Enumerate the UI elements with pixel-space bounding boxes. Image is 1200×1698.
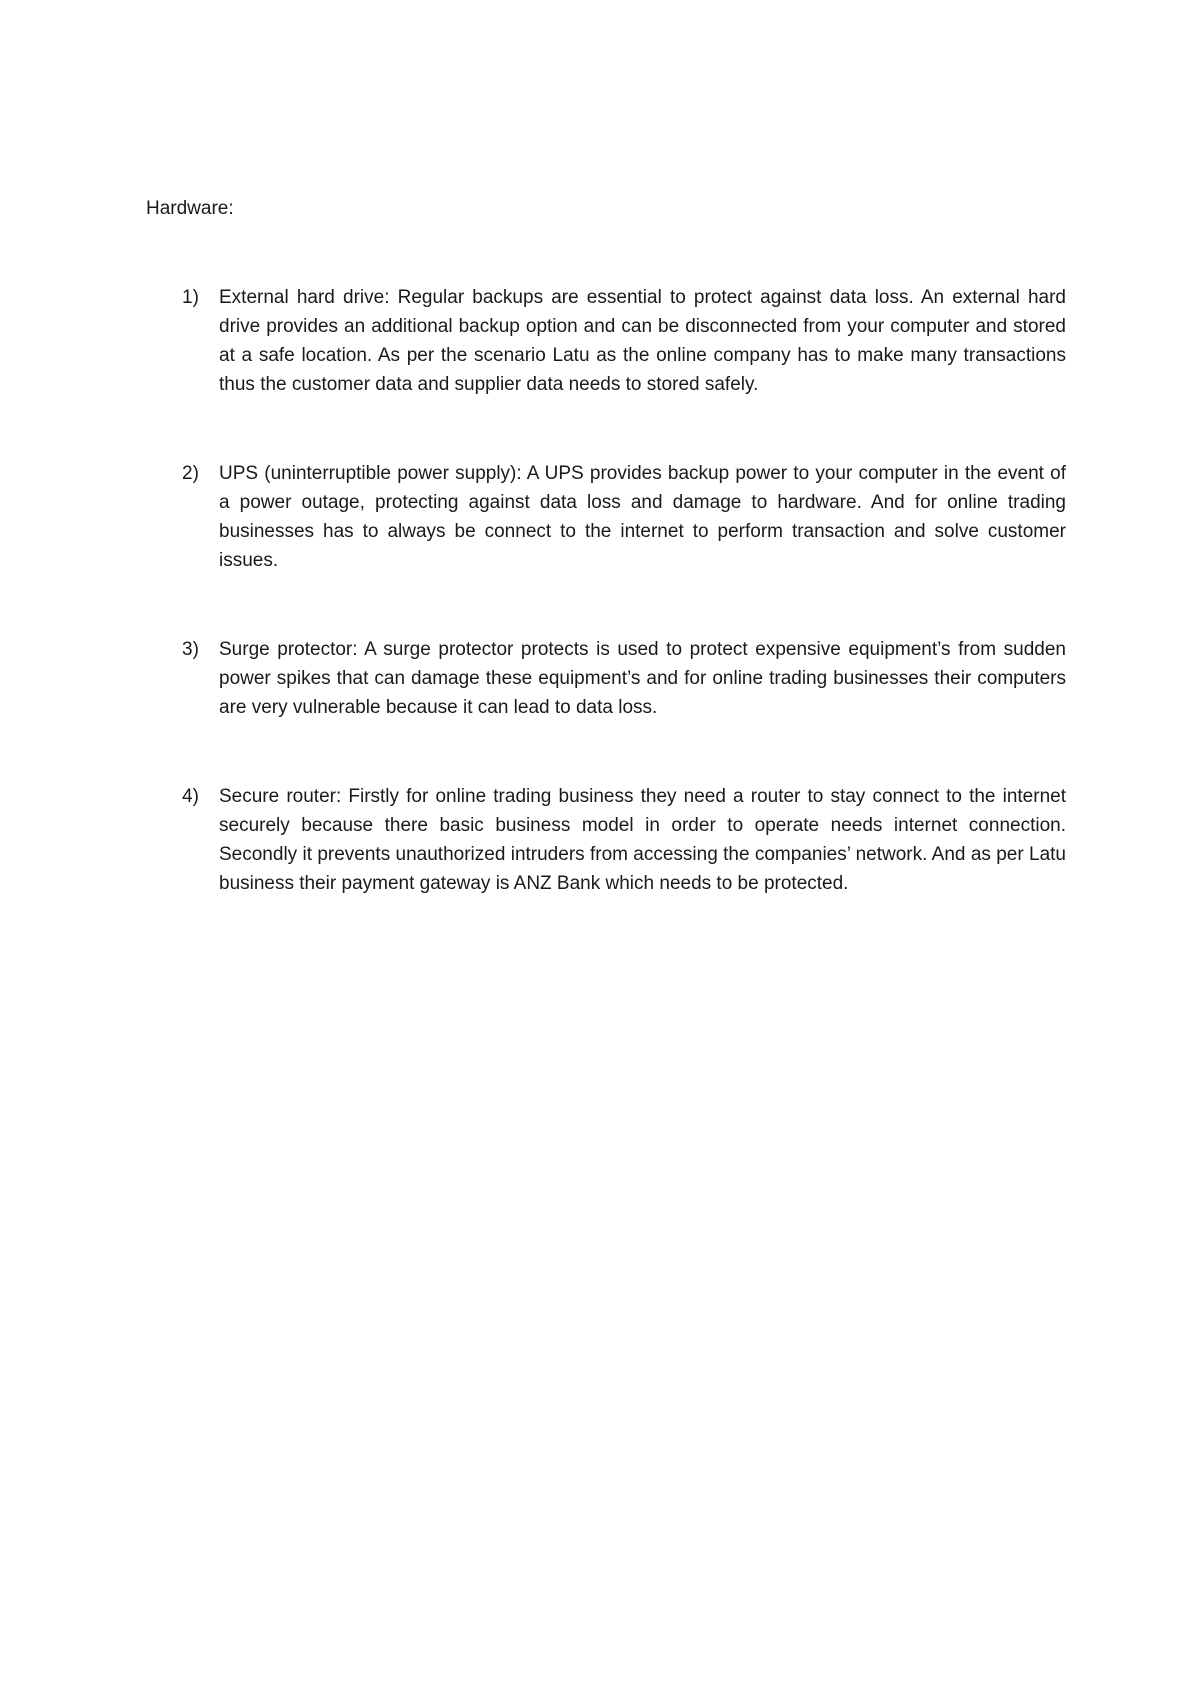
list-item bbox=[146, 283, 1066, 399]
list-item-text: UPS (uninterruptible power supply): A UPS provides backup power to your computer in the event of a power outage, protecting against data loss and damage to hardware. And for online trading businesses has to always be connect to the internet to perform transaction and solve customer issues. bbox=[219, 463, 1066, 571]
list-item-number: 2) bbox=[182, 463, 199, 484]
list-item-number: 4) bbox=[182, 786, 199, 807]
list-item bbox=[146, 459, 1066, 575]
list-item-number: 3) bbox=[182, 639, 199, 660]
list-item-text: Surge protector: A surge protector protects is used to protect expensive equipment’s from sudden power spikes that can damage these equipment’s and for online trading businesses their computers are very vulnerable because it can lead to data loss. bbox=[219, 639, 1066, 718]
section-heading: Hardware: bbox=[146, 198, 234, 219]
list-item bbox=[146, 635, 1066, 722]
list-item-text: External hard drive: Regular backups are essential to protect against data loss. An external hard drive provides an additional backup option and can be disconnected from your computer and stored at a safe location. As per the scenario Latu as the online company has to make many transactions thus the customer data and supplier data needs to stored safely. bbox=[219, 287, 1066, 395]
hardware-list bbox=[146, 283, 1066, 958]
list-item-text: Secure router: Firstly for online trading business they need a router to stay connect to the internet securely because there basic business model in order to operate needs internet connection. Secondly it prevents unauthorized intruders from accessing the companies’ network. And as per Latu business their payment gateway is ANZ Bank which needs to be protected. bbox=[219, 786, 1066, 894]
list-item bbox=[146, 782, 1066, 898]
list-item-number: 1) bbox=[182, 287, 199, 308]
